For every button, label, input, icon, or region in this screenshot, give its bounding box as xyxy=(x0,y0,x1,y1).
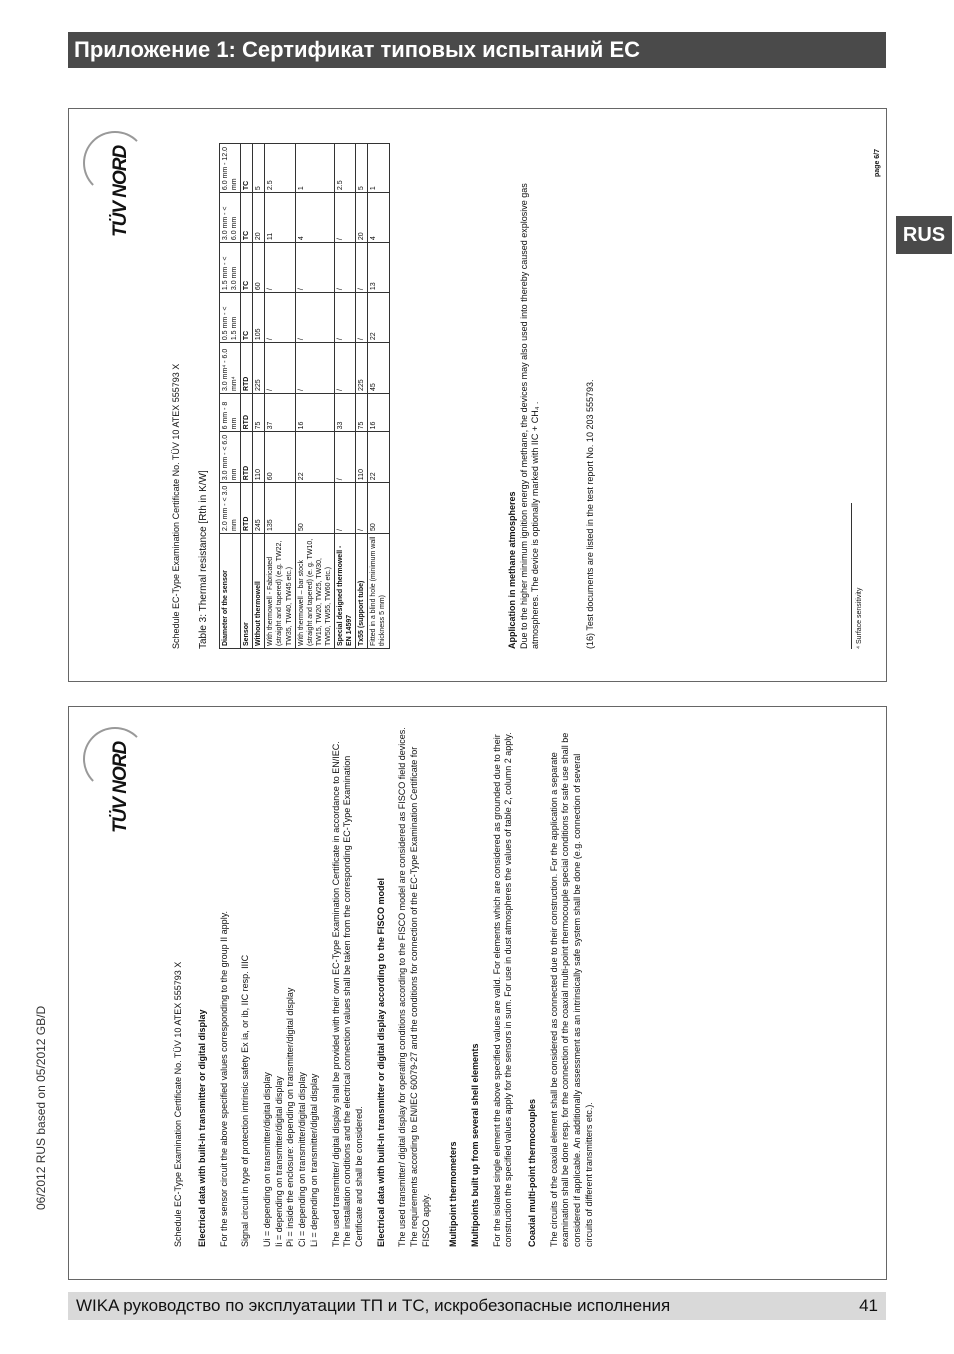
table-cell: / xyxy=(356,293,368,343)
table-row xyxy=(265,144,295,649)
table-cell: 0.5 mm - < 1.5 mm xyxy=(220,293,241,343)
table-cell: / xyxy=(295,293,334,343)
list-item: Li = depending on transmitter/digital display xyxy=(308,1073,319,1247)
table-cell: / xyxy=(335,243,356,293)
table-cell: 3.0 mm - < 6.0 mm xyxy=(220,432,241,483)
table-header-row xyxy=(220,144,241,649)
table-cell: 1 xyxy=(368,144,389,193)
page-label: page 6/7 xyxy=(874,148,881,177)
table-cell: / xyxy=(335,193,356,243)
table-cell: With thermowell - Fabricated (straight and tapered) (e.g. TW22, TW35, TW40, TW45 etc.) xyxy=(265,534,295,649)
table-cell: 2.5 xyxy=(265,144,295,193)
footnote-rule xyxy=(851,503,852,649)
table-cell: 225 xyxy=(253,343,265,394)
table-cell: / xyxy=(335,293,356,343)
table-cell: 1.5 mm - < 3.0 mm xyxy=(220,243,241,293)
table-cell: 2.0 mm - < 3.0 mm xyxy=(220,483,241,534)
table-cell: TC xyxy=(241,293,253,343)
coaxial-heading: Coaxial multi-point thermocouples xyxy=(527,1098,538,1247)
schedule-line: Schedule EC-Type Examination Certificate No. TÜV 10 ATEX 555793 X xyxy=(171,363,181,649)
table-cell: 50 xyxy=(295,483,334,534)
table-cell: 13 xyxy=(368,243,389,293)
table-cell: 50 xyxy=(368,483,389,534)
table-cell: 22 xyxy=(368,293,389,343)
table-cell: Tx55 (support tube) xyxy=(356,534,368,649)
table-cell: 20 xyxy=(356,193,368,243)
table-cell: 4 xyxy=(368,193,389,243)
test-documents: (16) Test documents are listed in the test report No. 10 203 555793. xyxy=(585,379,595,649)
methane-heading: Application in methane atmospheres xyxy=(507,491,517,649)
table-cell: 45 xyxy=(368,343,389,394)
page-title: Приложение 1: Сертификат типовых испытаний ЕС xyxy=(68,32,886,68)
table-cell: RTD xyxy=(241,343,253,394)
table-cell: Diameter of the sensor xyxy=(220,534,241,649)
table-cell: TC xyxy=(241,193,253,243)
tuv-nord-logo: TÜV NORD xyxy=(110,741,131,833)
table-cell: 5 xyxy=(356,144,368,193)
footer-bar xyxy=(68,1292,886,1320)
list-item: Ci = depending on transmitter/digital display xyxy=(297,1072,308,1247)
table-cell: Sensor xyxy=(241,534,253,649)
table-cell: TC xyxy=(241,243,253,293)
table-cell: 60 xyxy=(265,432,295,483)
table-cell: 33 xyxy=(335,394,356,432)
list-item: Ui = depending on transmitter/digital display xyxy=(262,1072,273,1247)
transmitter-text: The used transmitter/ digital display shall be provided with their own EC-Type Examination Certificate in accordance to EN/IEC. The installation conditions and the electrical connection values shall be taken from the corresponding EC-Type Examination Certificate and shall be considered. xyxy=(330,741,364,1247)
table-cell: 60 xyxy=(253,243,265,293)
table-cell: RTD xyxy=(241,394,253,432)
table-cell: 3.0 mm - < 6.0 mm xyxy=(220,193,241,243)
table-cell: Special designed thermowell - EN 14597 xyxy=(335,534,356,649)
table-cell: / xyxy=(265,293,295,343)
table-cell: 22 xyxy=(295,432,334,483)
table-cell: 75 xyxy=(356,394,368,432)
certificate-page-6 xyxy=(68,108,887,682)
table-cell: 2.5 xyxy=(335,144,356,193)
sensor-circuit-text: For the sensor circuit the above specified values corresponding to the group II apply. xyxy=(218,910,229,1247)
table-cell: / xyxy=(265,343,295,394)
table-cell: / xyxy=(295,243,334,293)
table-cell: 4 xyxy=(295,193,334,243)
edition-note: 06/2012 RUS based on 05/2012 GB/D xyxy=(34,1005,48,1210)
table-cell: 135 xyxy=(265,483,295,534)
footnote: ⁴ Surface sensitivity xyxy=(856,587,863,649)
table-cell: Without thermowell xyxy=(253,534,265,649)
table-cell: / xyxy=(335,483,356,534)
list-item: Ii = depending on transmitter/digital display xyxy=(273,1076,284,1247)
isolated-element-text: For the isolated single element the above specified values are valid. For elements which are considered as grounded due to their construction the specified values apply for the sensors in sum. For use in dust atmospheres the values of table 2, column 2 apply. xyxy=(491,732,514,1247)
language-tab: RUS xyxy=(896,216,952,254)
table-cell: 20 xyxy=(253,193,265,243)
table-cell: 1 xyxy=(295,144,334,193)
table-row xyxy=(368,144,389,649)
signal-circuit-text: Signal circuit in type of protection intrinsic safety Ex ia, or ib, IIC resp. IIIC xyxy=(240,954,251,1247)
electrical-heading: Electrical data with built-in transmitter or digital display xyxy=(197,1009,207,1247)
table-cell: 22 xyxy=(368,432,389,483)
table-cell: 11 xyxy=(265,193,295,243)
table-row xyxy=(335,144,356,649)
table-row xyxy=(295,144,334,649)
table-cell: 225 xyxy=(356,343,368,394)
table-cell: 75 xyxy=(253,394,265,432)
list-item: Pi = inside the enclosure: depending on transmitter/digital display xyxy=(285,987,296,1247)
table-row xyxy=(241,144,253,649)
table-cell: / xyxy=(335,343,356,394)
multipoint-heading: Multipoint thermometers xyxy=(448,1141,459,1247)
table-cell: / xyxy=(356,483,368,534)
table-cell: TC xyxy=(241,144,253,193)
parameter-list xyxy=(262,727,320,1247)
table-title: Table 3: Thermal resistance [Rth in K/W] xyxy=(198,470,209,649)
page-number: 41 xyxy=(859,1296,878,1315)
thermal-table-wrap xyxy=(219,143,390,649)
electrical-section xyxy=(197,727,596,1247)
table-cell: RTD xyxy=(241,483,253,534)
table-cell: 6 mm - 8 mm xyxy=(220,394,241,432)
coaxial-text: The circuits of the coaxial element shall be considered as connected due to their construction. For the application a separate examination shall be done resp. for the connection of the coaxial multi-point thermocouple special conditions for safe use shall be considered if applicable. An additionally assessment as an intrinsically safe system shall be done (e.g. connection of several circuits of different transmitters etc.). xyxy=(548,732,594,1247)
fisco-text: The used transmitter/ digital display for operating conditions according to the FISCO model are considered as FISCO field devices. The requirements according to EN/IEC 60079-27 and the conditions for connection of the EC-Type Examination Certificate for FISCO apply. xyxy=(397,727,431,1247)
table-cell: 37 xyxy=(265,394,295,432)
table-cell: With thermowell – bar stock (straight and tapered) (e. g. TW10, TW15, TW20, TW25, TW30, TW50, TW55, TW60 etc.) xyxy=(295,534,334,649)
schedule-line: Schedule EC-Type Examination Certificate No. TÜV 10 ATEX 555793 X xyxy=(173,961,183,1247)
thermal-resistance-table xyxy=(219,143,390,649)
table-row xyxy=(356,144,368,649)
fisco-heading: Electrical data with built-in transmitter or digital display according to the FISCO model xyxy=(375,877,386,1247)
table-cell: / xyxy=(356,243,368,293)
table-cell: 110 xyxy=(253,432,265,483)
table-cell: 16 xyxy=(368,394,389,432)
table-cell: / xyxy=(335,432,356,483)
table-cell: / xyxy=(265,243,295,293)
multipoints-shell-heading: Multipoints built up from several shell elements xyxy=(470,1043,480,1247)
table-row xyxy=(253,144,265,649)
tuv-nord-logo: TÜV NORD xyxy=(110,145,131,237)
table-cell: 245 xyxy=(253,483,265,534)
table-cell: Fitted in a blind hole (minimum wall thickness 5 mm) xyxy=(368,534,389,649)
certificate-page-5 xyxy=(68,706,887,1280)
table-cell: RTD xyxy=(241,432,253,483)
table-cell: 3.0 mm⁴ - 6.0 mm⁴ xyxy=(220,343,241,394)
table-cell: 16 xyxy=(295,394,334,432)
methane-text: Due to the higher minimum ignition energy of methane, the devices may also used into thereby caused explosive gas atmospheres. The device is optionally marked with IIC + CH₄ . xyxy=(518,183,541,649)
table-cell: 6.0 mm - 12.0 mm xyxy=(220,144,241,193)
table-cell: 105 xyxy=(253,293,265,343)
table-cell: 110 xyxy=(356,432,368,483)
table-cell: / xyxy=(295,343,334,394)
methane-section xyxy=(507,169,542,649)
footer-text: WIKA руководство по эксплуатации ТП и ТС, искробезопасные исполнения xyxy=(76,1296,671,1315)
table-cell: 5 xyxy=(253,144,265,193)
